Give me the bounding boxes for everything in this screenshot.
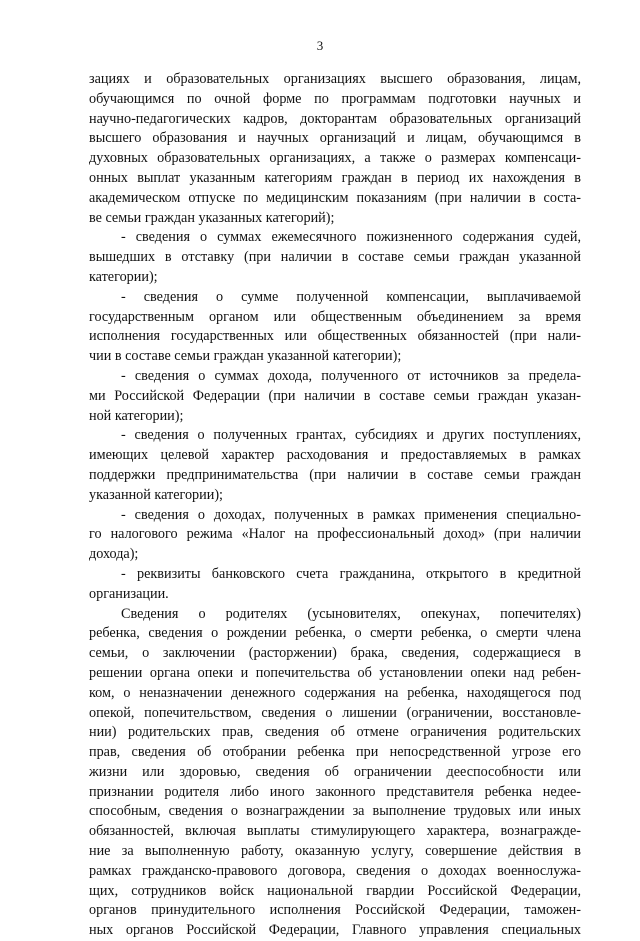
text-line: ве семьи граждан указанных категорий);	[89, 209, 335, 226]
text-line: решении органа опеки и попечительства об установлении опеки над ребен-	[89, 664, 581, 681]
text-line: нии) родительских прав, сведения об отмене ограничения родительских	[89, 724, 581, 741]
text-line: рамках гражданско-правового договора, сведения о доходах военнослужа-	[89, 862, 581, 879]
text-line: - сведения о суммах ежемесячного пожизненного содержания судей,	[121, 229, 581, 246]
text-line: жизни или здоровью, сведения об ограничении дееспособности или	[89, 763, 581, 780]
text-line: поддержки предпринимательства (при наличии в составе семьи граждан	[89, 466, 581, 483]
text-line: высшего образования и научных организаций и лицам, обучающимся в	[89, 130, 581, 147]
text-line: вышедших в отставку (при наличии в составе семьи граждан указанной	[89, 249, 581, 266]
text-line: - сведения о полученных грантах, субсидиях и других поступлениях,	[121, 427, 581, 444]
text-line: государственным органом или общественным объединением за время	[89, 308, 581, 325]
text-line: органов принудительного исполнения Российской Федерации, таможен-	[89, 902, 581, 919]
text-line: ком, о неназначении денежного содержания на ребенка, находящегося под	[89, 684, 581, 701]
text-line: исполнения государственных или общественных обязанностей (при нали-	[89, 328, 581, 345]
text-line: прав, сведения об отобрании ребенка при непосредственной угрозе его	[89, 744, 581, 761]
text-line: духовных образовательных организациях, а также о размерах компенсаци-	[89, 150, 581, 167]
text-line: го налогового режима «Налог на профессиональный доход» (при наличии	[89, 526, 581, 543]
text-line: организации.	[89, 585, 169, 602]
text-line: опекой, попечительством, сведения о лишении (ограничении, восстановле-	[89, 704, 581, 721]
text-line: имеющих целевой характер расходования и предоставляемых в рамках	[89, 447, 581, 464]
text-line: категории);	[89, 268, 158, 285]
text-line: признании родителя либо иного законного представителя ребенка недее-	[89, 783, 581, 800]
text-line: семьи, о заключении (расторжении) брака, сведения, содержащиеся в	[89, 645, 581, 662]
document-body	[89, 70, 581, 941]
page-number: 3	[316, 38, 324, 53]
text-line: ребенка, сведения о рождении ребенка, о смерти ребенка, о смерти члена	[89, 625, 581, 642]
text-line: обучающимся по очной форме по программам подготовки научных и	[89, 90, 581, 107]
text-line: ной категории);	[89, 407, 184, 424]
text-line: чии в составе семьи граждан указанной категории);	[89, 348, 402, 365]
text-line: зациях и образовательных организациях высшего образования, лицам,	[89, 71, 581, 87]
text-line: - сведения о сумме полученной компенсации, выплачиваемой	[121, 288, 581, 305]
text-line: - сведения о доходах, полученных в рамках применения специально-	[121, 506, 581, 523]
text-line: Сведения о родителях (усыновителях, опекунах, попечителях)	[121, 605, 581, 622]
text-line: - сведения о суммах дохода, полученного от источников за предела-	[121, 367, 581, 384]
text-line: щих, сотрудников войск национальной гвардии Российской Федерации,	[89, 882, 581, 899]
text-line: академическом отпуске по медицинским показаниям (при наличии в соста-	[89, 189, 581, 206]
text-line: способным, сведения о вознаграждении за выполнение трудовых или иных	[89, 803, 581, 820]
text-line: обязанностей, включая выплаты стимулирующего характера, вознагражде-	[89, 823, 581, 840]
text-line: ние за выполненную работу, оказанную услугу, совершение действия в	[89, 843, 581, 860]
text-line: научно-педагогических кадров, докторантам образовательных организаций	[89, 110, 581, 127]
text-line: онных выплат указанным категориям граждан в период их нахождения в	[89, 169, 581, 186]
text-line: ми Российской Федерации (при наличии в составе семьи граждан указан-	[89, 387, 581, 404]
text-line: - реквизиты банковского счета гражданина, открытого в кредитной	[121, 565, 581, 582]
text-line: ных органов Российской Федерации, Главного управления специальных	[89, 922, 581, 939]
text-line: дохода);	[89, 546, 139, 563]
text-line: указанной категории);	[89, 486, 223, 503]
